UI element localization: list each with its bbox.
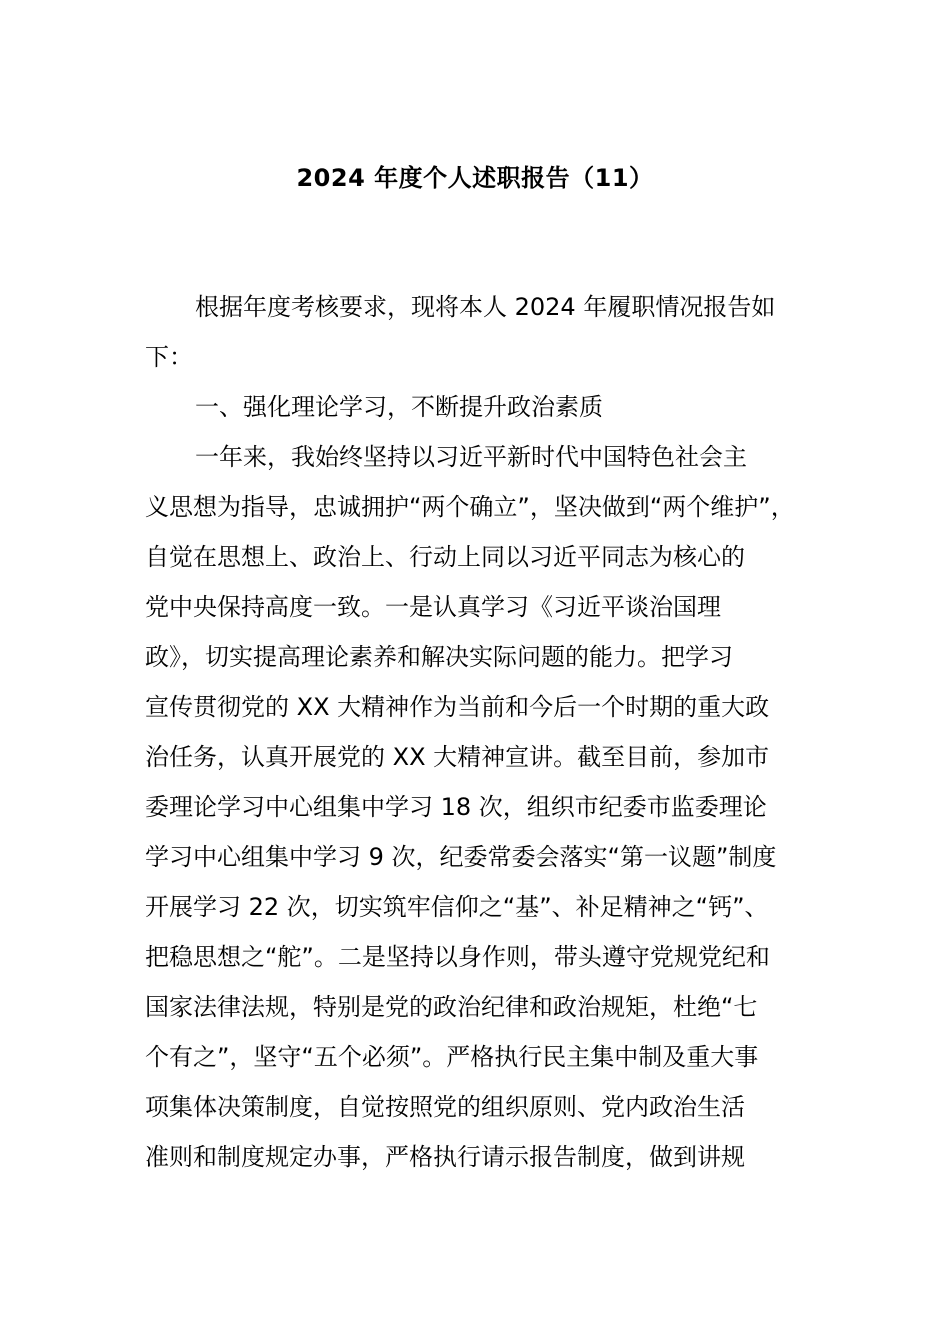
text-line: 治任务，认真开展党的 XX 大精神宣讲。截至目前，参加市 xyxy=(145,743,770,771)
text-line: 下： xyxy=(145,343,193,371)
text-line: 宣传贯彻党的 XX 大精神作为当前和今后一个时期的重大政 xyxy=(145,693,770,721)
text-line: 把稳思想之“舵”。二是坚持以身作则，带头遵守党规党纪和 xyxy=(145,943,770,971)
text-line: 党中央保持高度一致。一是认真学习《习近平谈治国理 xyxy=(145,593,721,621)
text-line: 一年来，我始终坚持以习近平新时代中国特色社会主 xyxy=(195,443,747,471)
text-line: 个有之”，坚守“五个必须”。严格执行民主集中制及重大事 xyxy=(145,1043,759,1071)
text-line: 国家法律法规，特别是党的政治纪律和政治规矩，杜绝“七 xyxy=(145,993,758,1021)
text-line: 委理论学习中心组集中学习 18 次，组织市纪委市监委理论 xyxy=(145,793,767,821)
text-line: 项集体决策制度，自觉按照党的组织原则、党内政治生活 xyxy=(145,1093,745,1121)
section-heading xyxy=(145,382,825,432)
text-line: 政》，切实提高理论素养和解决实际问题的能力。把学习 xyxy=(145,643,733,671)
text-line: 准则和制度规定办事，严格执行请示报告制度，做到讲规 xyxy=(145,1143,745,1171)
text-line: 根据年度考核要求，现将本人 2024 年履职情况报告如 xyxy=(195,293,776,321)
text-line: 自觉在思想上、政治上、行动上同以习近平同志为核心的 xyxy=(145,543,745,571)
text-line: 学习中心组集中学习 9 次，纪委常委会落实“第一议题”制度 xyxy=(145,843,777,871)
document-title: 2024 年度个人述职报告（11） xyxy=(296,164,654,192)
document-body xyxy=(145,282,825,1182)
paragraph-main xyxy=(145,432,825,1182)
section-heading-text: 一、强化理论学习，不断提升政治素质 xyxy=(195,393,603,421)
text-line: 义思想为指导，忠诚拥护“两个确立”，坚决做到“两个维护”， xyxy=(145,493,795,521)
paragraph-intro xyxy=(145,282,825,382)
text-line: 开展学习 22 次，切实筑牢信仰之“基”、补足精神之“钙”、 xyxy=(145,893,769,921)
